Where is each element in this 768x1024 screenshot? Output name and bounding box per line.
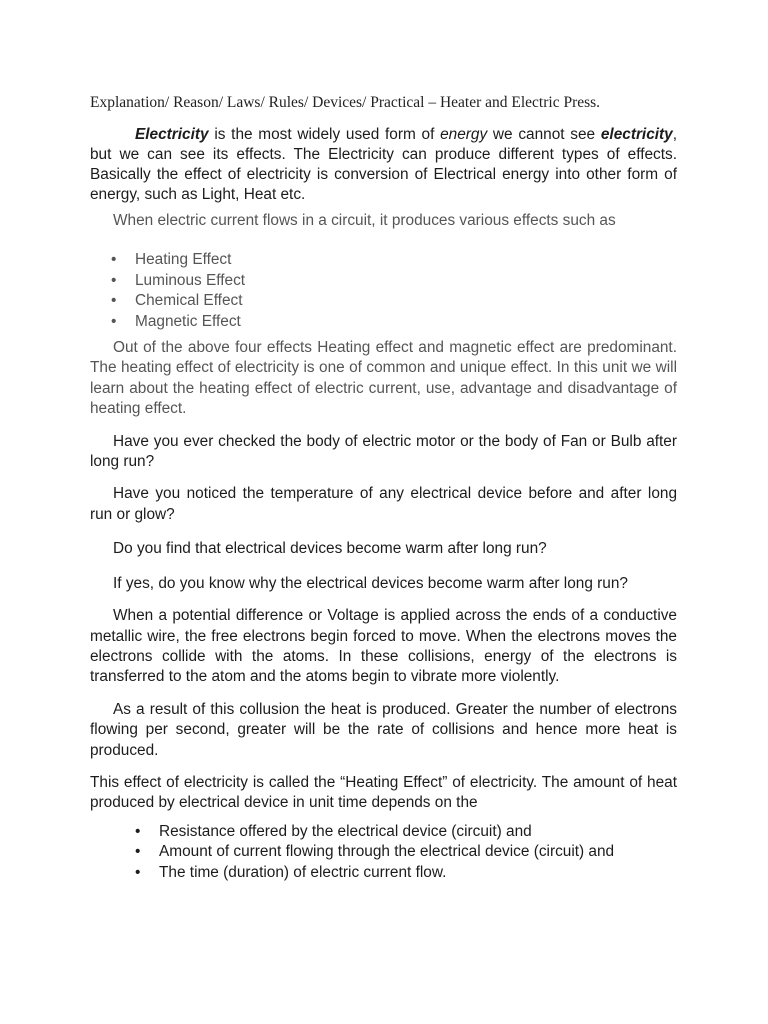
- list-item: [111, 291, 677, 311]
- effects-list: [90, 250, 677, 332]
- bullet-icon: •: [135, 863, 141, 881]
- paragraph-collision-result: As a result of this collusion the heat is produced. Greater the number of electrons flowing per second, greater will be the rate of collisions and hence more heat is produced.: [90, 700, 677, 759]
- effect-label: Magnetic Effect: [135, 312, 241, 330]
- term-energy: energy: [440, 126, 488, 143]
- list-item: [111, 271, 677, 291]
- document-header: Explanation/ Reason/ Laws/ Rules/ Devices/ Practical – Heater and Electric Press.: [90, 94, 601, 111]
- paragraph-heating-effect: This effect of electricity is called the “Heating Effect” of electricity. The amount of heat produced by electrical device in unit time depends on the: [90, 773, 677, 812]
- bullet-icon: •: [111, 251, 117, 269]
- bullet-icon: •: [111, 271, 117, 289]
- bullet-icon: •: [111, 312, 117, 330]
- bullet-icon: •: [135, 822, 141, 840]
- intro-text-1: is the most widely used form of: [208, 126, 441, 143]
- document-body: [90, 125, 677, 883]
- effect-label: Luminous Effect: [135, 271, 246, 289]
- intro-paragraph: [90, 125, 677, 205]
- list-item: [135, 822, 677, 842]
- intro-text-3: , but we can see its effects. The Electricity can produce different types of effects. Basically the effect of electricity is conversion of Electrical energy into other form of energy, such as Light, Heat etc.: [90, 126, 678, 203]
- term-electricity: Electricity: [135, 126, 209, 143]
- factors-list: [90, 822, 677, 883]
- bullet-icon: •: [111, 292, 117, 310]
- factor-label: Resistance offered by the electrical device (circuit) and: [159, 822, 532, 840]
- intro-text-2: we cannot see: [487, 126, 601, 143]
- bullet-icon: •: [135, 843, 141, 861]
- paragraph-question-warm: Do you find that electrical devices become warm after long run?: [113, 540, 547, 558]
- list-item: [135, 842, 677, 862]
- paragraph-predominant-effects: Out of the above four effects Heating effect and magnetic effect are predominant. The heating effect of electricity is one of common and unique effect. In this unit we will learn about the heating effect of electric current, use, advantage and disadvantage of heating effect.: [90, 339, 677, 418]
- term-electricity-2: electricity: [600, 126, 673, 143]
- paragraph-question-temperature: Have you noticed the temperature of any electrical device before and after long run or glow?: [90, 485, 677, 523]
- paragraph-question-motor: Have you ever checked the body of electric motor or the body of Fan or Bulb after long run?: [90, 432, 677, 471]
- paragraph-explanation: When a potential difference or Voltage is applied across the ends of a conductive metallic wire, the free electrons begin forced to move. When the electrons moves the electrons collide with the atoms. In these collisions, energy of the electrons is transferred to the atom and the atoms begin to vibrate more violently.: [90, 607, 677, 686]
- factor-label: Amount of current flowing through the electrical device (circuit) and: [159, 843, 615, 861]
- effects-lead-paragraph: When electric current flows in a circuit, it produces various effects such as: [113, 212, 616, 229]
- list-item: [111, 312, 677, 332]
- effect-label: Heating Effect: [135, 251, 232, 269]
- list-item: [111, 250, 677, 270]
- factor-label: The time (duration) of electric current flow.: [159, 863, 447, 881]
- list-item: [135, 863, 677, 883]
- effect-label: Chemical Effect: [135, 292, 243, 310]
- paragraph-question-why: If yes, do you know why the electrical devices become warm after long run?: [113, 574, 628, 592]
